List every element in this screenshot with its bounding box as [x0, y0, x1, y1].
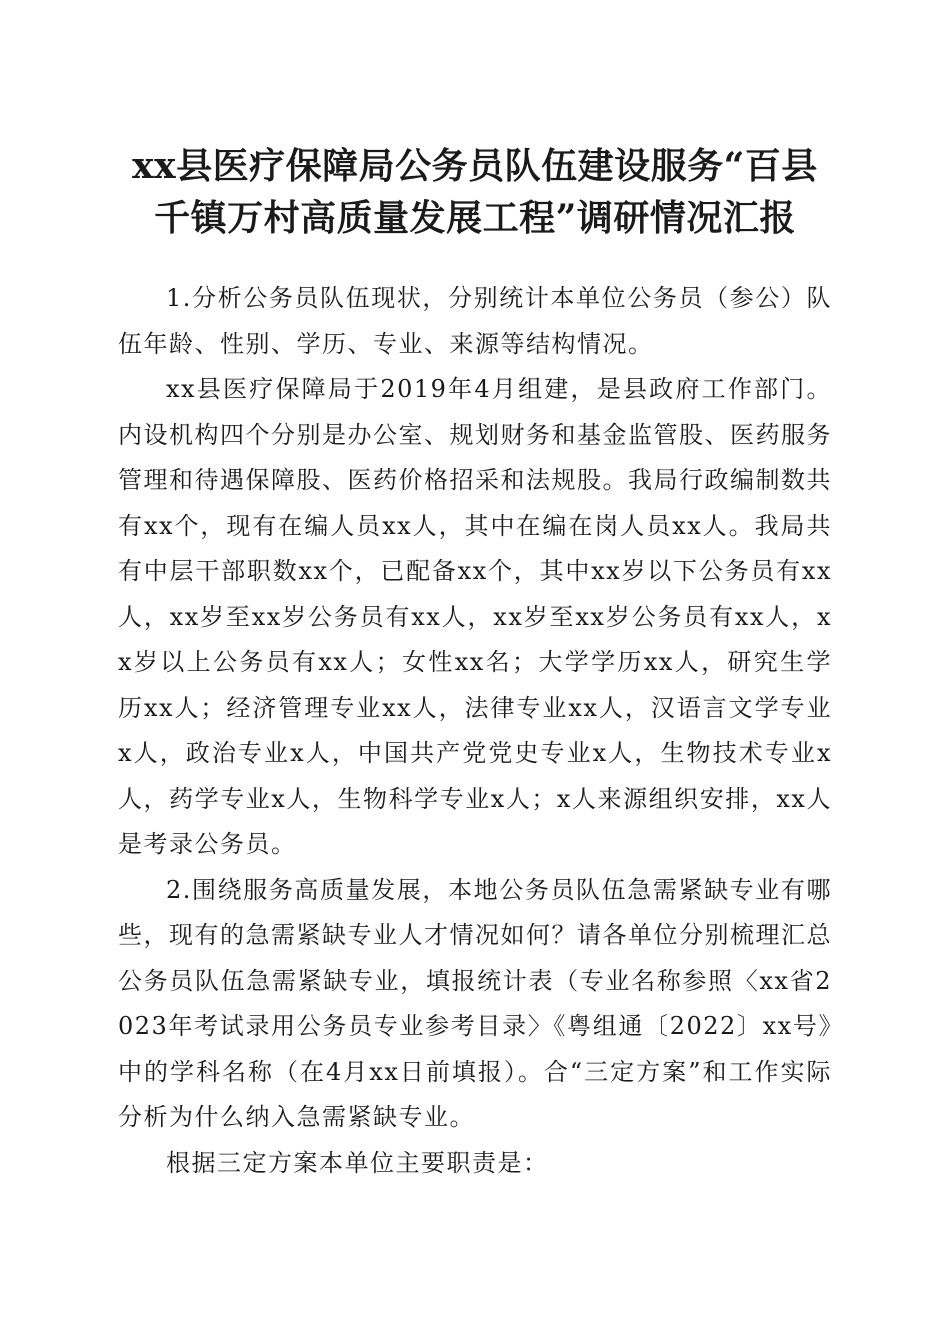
paragraph-section-2-heading: 2.围绕服务高质量发展，本地公务员队伍急需紧缺专业有哪些，现有的急需紧缺专业人才情况如何？请各单位分别梳理汇总公务员队伍急需紧缺专业，填报统计表（专业名称参照〈xx省2023年考试录用公务员专业参考目录〉《粤组通〔2022〕xx号》中的学科名称（在4月xx日前填报）。合“三定方案”和工作实际分析为什么纳入急需紧缺专业。: [118, 875, 832, 1131]
paragraph-section-1-heading: 1.分析公务员队伍现状，分别统计本单位公务员（参公）队伍年龄、性别、学历、专业、来源等结构情况。: [118, 284, 832, 358]
title-line-2: 千镇万村高质量发展工程”调研情况汇报: [154, 197, 796, 239]
document-title: [118, 140, 832, 244]
document-body: [118, 276, 832, 1186]
paragraph-main-duties: 根据三定方案本单位主要职责是：: [166, 1148, 549, 1177]
title-line-1: xx县医疗保障局公务员队伍建设服务“百县: [132, 145, 818, 187]
paragraph-staff-statistics: xx县医疗保障局于2019年4月组建，是县政府工作部门。内设机构四个分别是办公室、规划财务和基金监管股、医药服务管理和待遇保障股、医药价格招采和法规股。我局行政编制数共有xx个，现有在编人员xx人，其中在编在岗人员xx人。我局共有中层干部职数xx个，已配备xx个，其中xx岁以下公务员有xx人，xx岁至xx岁公务员有xx人，xx岁至xx岁公务员有xx人，xx岁以上公务员有xx人；女性xx名；大学学历xx人，研究生学历xx人；经济管理专业xx人，法律专业xx人，汉语言文学专业x人，政治专业x人，中国共产党党史专业x人，生物技术专业x人，药学专业x人，生物科学专业x人；x人来源组织安排，xx人是考录公务员。: [118, 375, 832, 858]
